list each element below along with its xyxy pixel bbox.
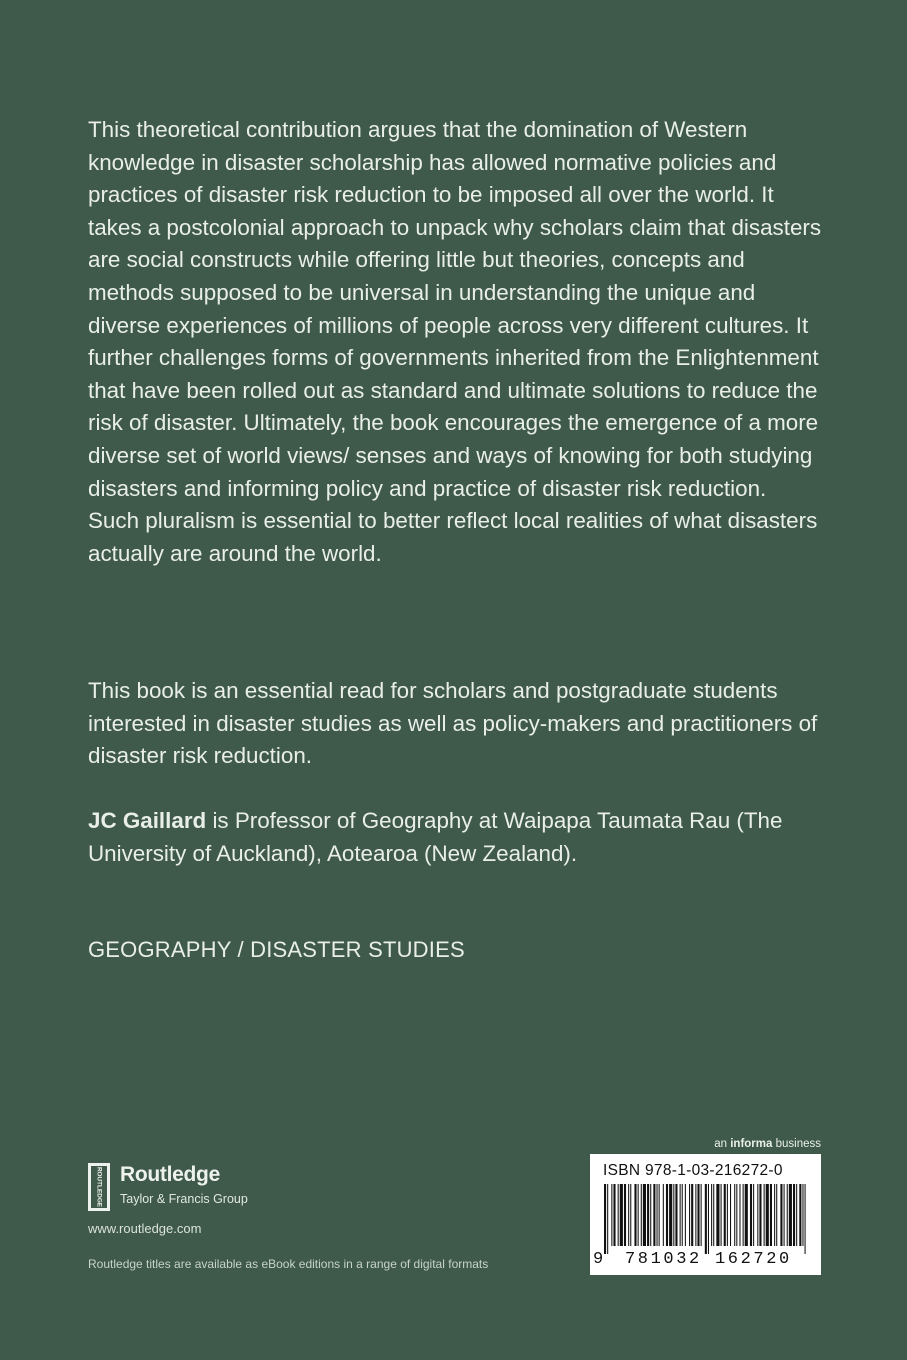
- barcode-bar: [657, 1184, 658, 1246]
- barcode-bar: [789, 1184, 792, 1246]
- barcode-bar: [802, 1184, 803, 1246]
- blurb-paragraph-2: This book is an essential read for scholars and postgraduate students interested in disaster studies as well as policy-makers and practitioners of disaster risk reduction.: [88, 678, 818, 769]
- barcode-bar: [628, 1184, 629, 1246]
- barcode-bar: [675, 1184, 677, 1246]
- barcode-bar: [647, 1184, 649, 1246]
- blurb-paragraph-1: This theoretical contribution argues that the domination of Western knowledge in disaster scholarship has allowed normative policies and practices of disaster risk reduction to be imposed all over the world. It takes a postcolonial approach to unpack why scholars claim that disasters are social constructs while offering little but theories, concepts and methods supposed to be universal in understanding the unique and diverse experiences of millions of people across very different cultures. It further challenges forms of governments inherited from the Enlightenment that have been rolled out as standard and ultimate solutions to reduce the risk of disaster. Ultimately, the book encourages the emergence of a more diverse set of world views/ senses and ways of knowing for both studying disasters and informing policy and practice of disaster risk reduction. Such pluralism is essential to better reflect local realities of what disasters actually are around the world.: [88, 117, 822, 566]
- publisher-group: Taylor & Francis Group: [120, 1192, 248, 1206]
- barcode-bar: [750, 1184, 752, 1246]
- barcode-bar: [705, 1184, 707, 1254]
- subject-category: GEOGRAPHY / DISASTER STUDIES: [88, 937, 465, 962]
- ebook-note: Routledge titles are available as eBook editions in a range of digital formats: [88, 1257, 489, 1271]
- barcode-bar: [793, 1184, 795, 1246]
- barcode-bar: [607, 1184, 608, 1254]
- barcode-bar: [697, 1184, 699, 1246]
- barcode-bar: [611, 1184, 612, 1246]
- barcode-bar: [634, 1184, 636, 1246]
- informa-brand: informa: [730, 1138, 773, 1150]
- barcode-bar: [739, 1184, 740, 1246]
- isbn-label: ISBN 978-1-03-216272-0: [603, 1162, 783, 1179]
- barcode-bar: [682, 1184, 683, 1246]
- informa-business: [714, 1138, 821, 1150]
- barcode-bar: [784, 1184, 785, 1246]
- barcode-bar: [695, 1184, 696, 1246]
- publisher-name: Routledge: [120, 1163, 220, 1186]
- barcode-bar: [669, 1184, 672, 1246]
- barcode-bar: [713, 1184, 714, 1246]
- isbn-barcode: [590, 1154, 821, 1275]
- author-name: JC Gaillard: [88, 808, 207, 833]
- barcode-digit-first: 9: [593, 1250, 604, 1269]
- barcode-bar: [659, 1184, 660, 1246]
- barcode-bar: [799, 1184, 801, 1246]
- informa-suffix: business: [772, 1138, 821, 1150]
- barcode-bar: [730, 1184, 731, 1246]
- barcode-bar: [796, 1184, 797, 1246]
- barcode-bar: [757, 1184, 758, 1246]
- barcode-bar: [630, 1184, 631, 1246]
- barcode-bar: [624, 1184, 626, 1246]
- barcode-bar: [716, 1184, 719, 1246]
- barcode-digits: [590, 1248, 821, 1272]
- routledge-logo-icon: [88, 1163, 110, 1211]
- barcode-bar: [743, 1184, 744, 1246]
- barcode-bar: [764, 1184, 765, 1246]
- author-bio: [88, 805, 823, 870]
- routledge-logo: [88, 1163, 288, 1211]
- barcode-bar: [689, 1184, 690, 1246]
- barcode-bar: [643, 1184, 646, 1246]
- barcode-bar: [641, 1184, 642, 1246]
- barcode-bar: [685, 1184, 686, 1246]
- routledge-logo-vertical-text: ROUTLEDGE: [95, 1166, 103, 1208]
- barcode-bar: [653, 1184, 655, 1246]
- barcode-digits-right: 162720: [715, 1250, 792, 1269]
- barcode-bar: [650, 1184, 651, 1246]
- barcode-bar: [753, 1184, 754, 1246]
- barcode-bar: [721, 1184, 722, 1246]
- barcode-bar: [638, 1184, 639, 1246]
- barcode-bar: [620, 1184, 623, 1246]
- author-bio-text: is Professor of Geography at Waipapa Taumata Rau (The University of Auckland), Aotearoa (New Zealand).: [88, 808, 783, 866]
- barcode-bar: [663, 1184, 664, 1246]
- barcode-bar: [734, 1184, 735, 1246]
- barcode-bar: [618, 1184, 619, 1246]
- barcode-bar: [711, 1184, 712, 1246]
- barcode-bar: [776, 1184, 777, 1246]
- informa-prefix: an: [714, 1138, 731, 1150]
- barcode-bar: [780, 1184, 782, 1246]
- barcode-bar: [701, 1184, 702, 1246]
- barcode-bar: [680, 1184, 681, 1246]
- barcode-bar: [736, 1184, 737, 1246]
- barcode-bar: [774, 1184, 775, 1246]
- barcode-digits-left: 781032: [625, 1250, 702, 1269]
- barcode-bar: [691, 1184, 693, 1246]
- barcode-bar: [766, 1184, 769, 1246]
- barcode-bar: [770, 1184, 772, 1246]
- barcode-bar: [787, 1184, 788, 1246]
- barcode-bar: [708, 1184, 709, 1254]
- barcode-bar: [613, 1184, 615, 1246]
- barcode-bar: [745, 1184, 748, 1246]
- barcode-bar: [805, 1184, 806, 1254]
- publisher-url[interactable]: www.routledge.com: [88, 1221, 202, 1236]
- barcode-bar: [759, 1184, 761, 1246]
- barcode-bar: [666, 1184, 668, 1246]
- barcode-bar: [724, 1184, 726, 1246]
- barcode-bar: [673, 1184, 674, 1246]
- barcode-bar: [604, 1184, 606, 1254]
- barcode-bars: [604, 1184, 808, 1254]
- barcode-bar: [727, 1184, 728, 1246]
